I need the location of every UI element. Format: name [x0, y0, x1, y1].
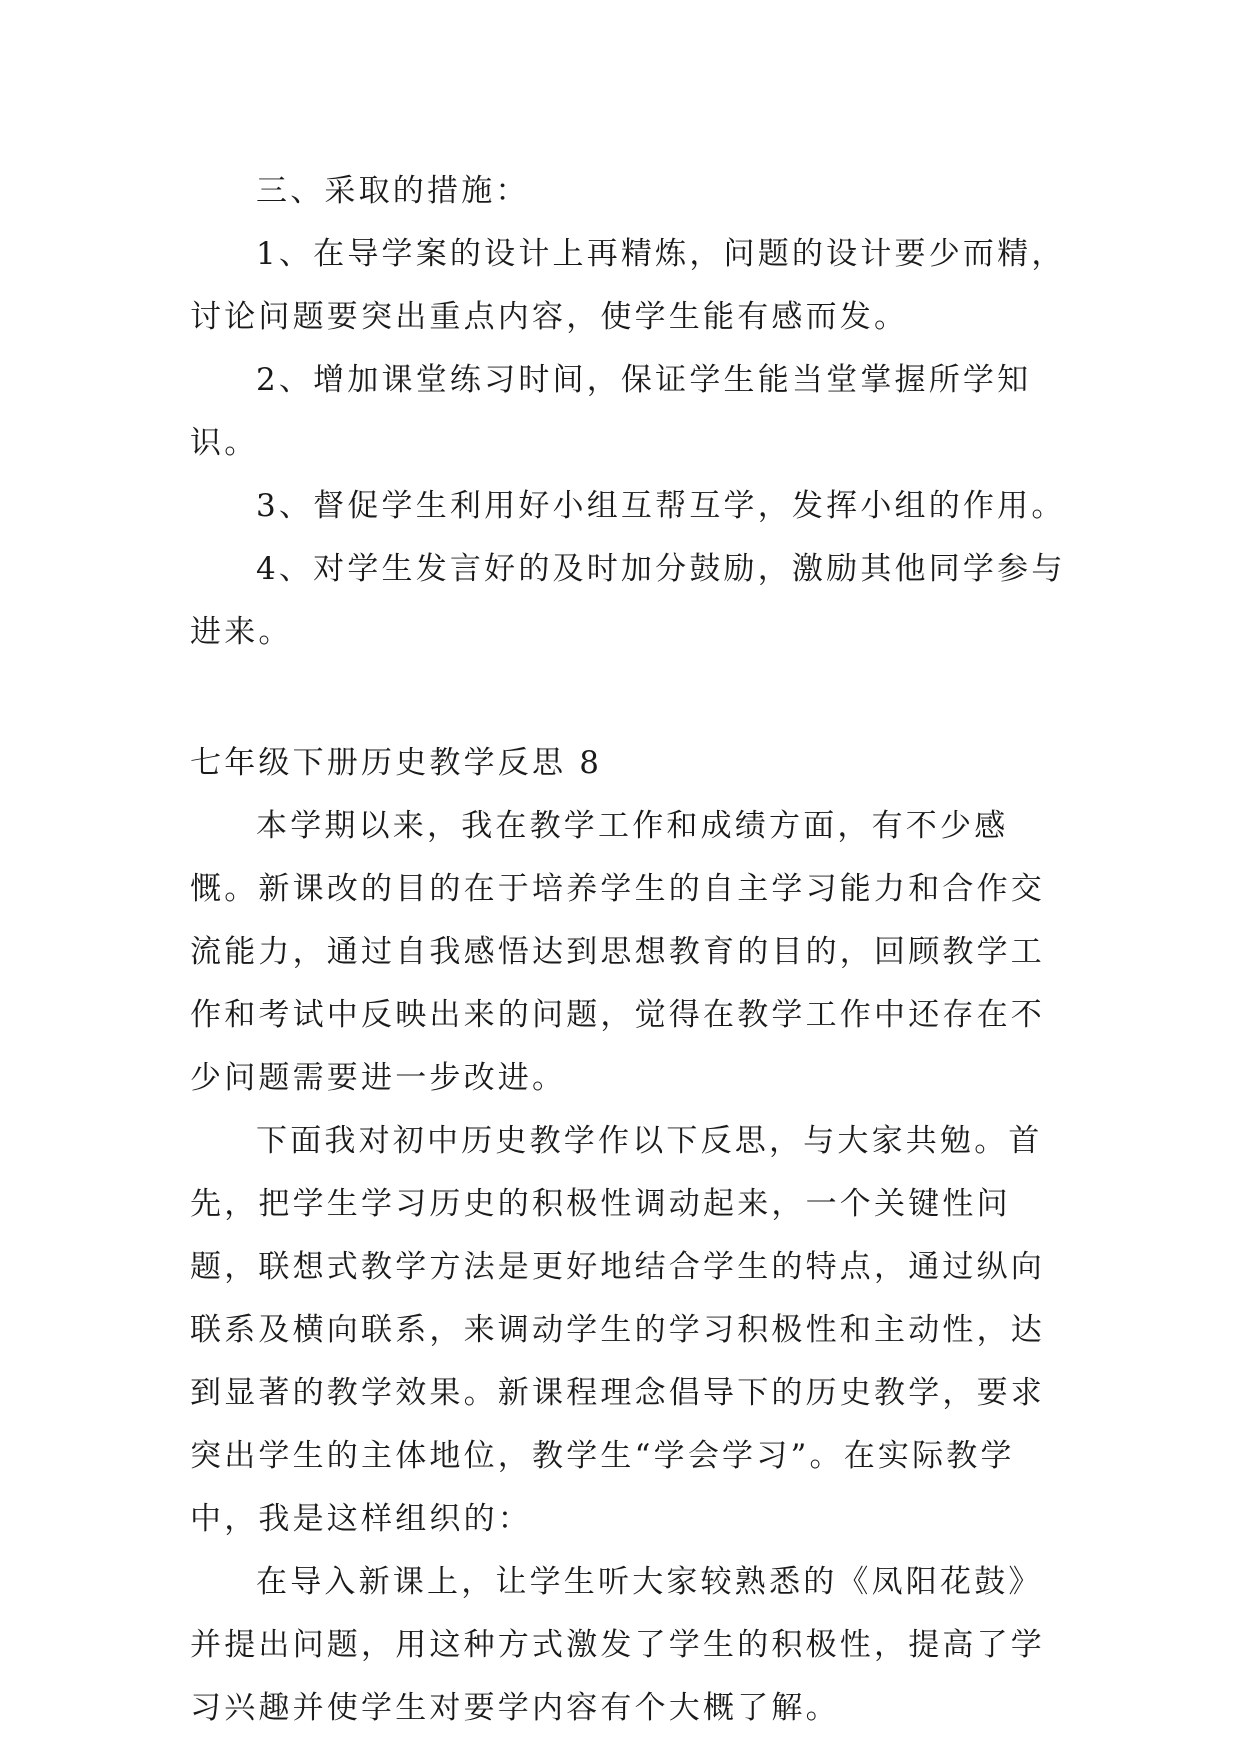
document-page: [190, 160, 1070, 1740]
measure-item-2: 2、增加课堂练习时间，保证学生能当堂掌握所学知识。: [190, 362, 1032, 461]
measure-item-4: 4、对学生发言好的及时加分鼓励，激励其他同学参与进来。: [190, 551, 1066, 650]
measure-item-1: 1、在导学案的设计上再精炼，问题的设计要少而精，讨论问题要突出重点内容，使学生能有感而发。: [190, 236, 1066, 335]
reflection-paragraph-2: 下面我对初中历史教学作以下反思，与大家共勉。首先，把学生学习历史的积极性调动起来，一个关键性问题，联想式教学方法是更好地结合学生的特点，通过纵向联系及横向联系，来调动学生的学习积极性和主动性，达到显著的教学效果。新课程理念倡导下的历史教学，要求突出学生的主体地位，教学生“学会学习”。在实际教学中，我是这样组织的：: [190, 1123, 1045, 1537]
measure-item-3: 3、督促学生利用好小组互帮互学，发挥小组的作用。: [256, 488, 1066, 524]
reflection-title: 七年级下册历史教学反思 8: [190, 745, 603, 781]
reflection-paragraph-3: 在导入新课上，让学生听大家较熟悉的《凤阳花鼓》并提出问题，用这种方式激发了学生的积极性，提高了学习兴趣并使学生对要学内容有个大概了解。: [190, 1564, 1045, 1726]
reflection-paragraph-1: 本学期以来，我在教学工作和成绩方面，有不少感慨。新课改的目的在于培养学生的自主学习能力和合作交流能力，通过自我感悟达到思想教育的目的，回顾教学工作和考试中反映出来的问题，觉得在教学工作中还存在不少问题需要进一步改进。: [190, 808, 1045, 1096]
measures-heading: 三、采取的措施：: [256, 173, 530, 209]
section-spacer: [190, 664, 1070, 732]
